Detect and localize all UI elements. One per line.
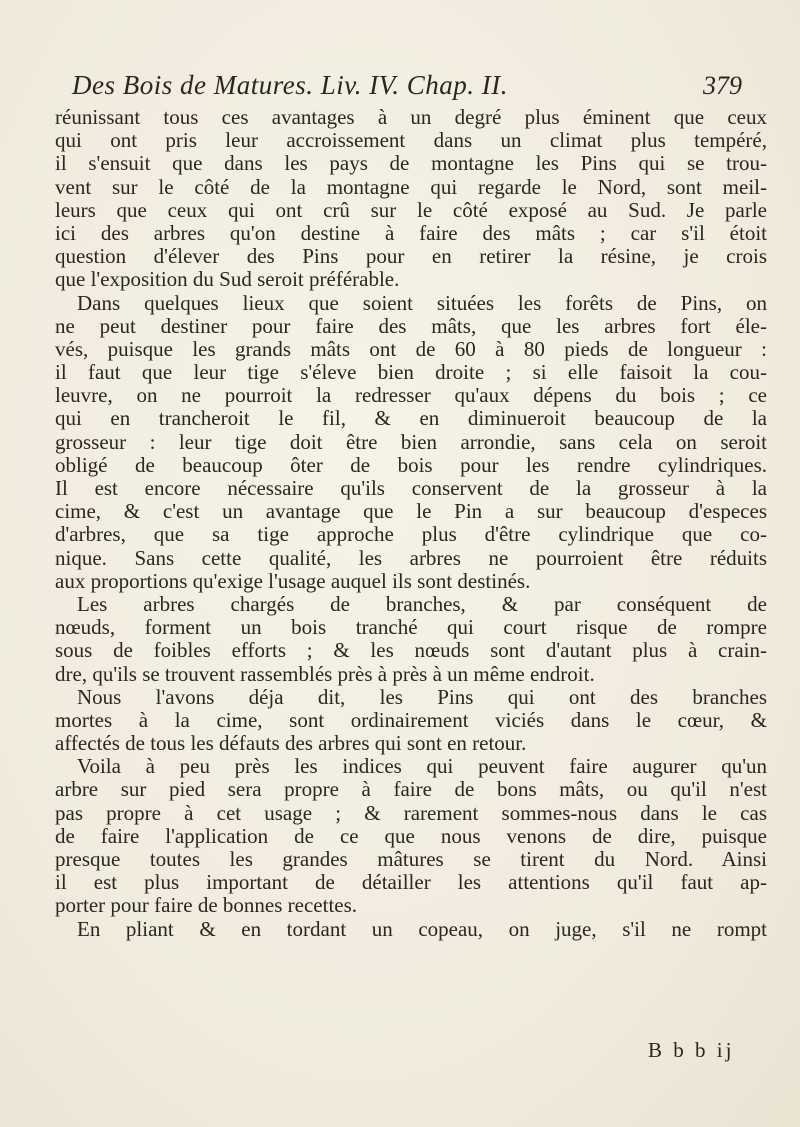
signature-mark: B b b ij: [648, 1038, 735, 1062]
text-line: Dans quelques lieux que soient situées les forêts de Pins, on: [77, 291, 767, 315]
text-line: mortes à la cime, sont ordinairement viciés dans le cœur, &: [55, 708, 767, 732]
text-line: grosseur : leur tige doit être bien arrondie, sans cela on seroit: [55, 430, 767, 454]
text-line: affectés de tous les défauts des arbres qui sont en retour.: [55, 732, 527, 756]
text-line: ici des arbres qu'on destine à faire des mâts ; car s'il étoit: [55, 221, 767, 245]
text-line: il s'ensuit que dans les pays de montagne les Pins qui se trou-: [55, 152, 767, 176]
text-line: que l'exposition du Sud seroit préférable.: [55, 268, 400, 292]
text-line: il faut que leur tige s'éleve bien droite ; si elle faisoit la cou-: [55, 361, 767, 385]
text-line: d'arbres, que sa tige approche plus d'être cylindrique que co-: [55, 523, 767, 547]
text-line: vés, puisque les grands mâts ont de 60 à 80 pieds de longueur :: [55, 337, 767, 361]
text-line: de faire l'application de ce que nous venons de dire, puisque: [55, 824, 767, 848]
text-line: leurs que ceux qui ont crû sur le côté exposé au Sud. Je parle: [55, 198, 767, 222]
body-text: [55, 106, 767, 941]
text-line: ne peut destiner pour faire des mâts, que les arbres fort éle-: [55, 314, 767, 338]
text-line: dre, qu'ils se trouvent rassemblés près à près à un même endroit.: [55, 662, 595, 686]
text-line: aux proportions qu'exige l'usage auquel ils sont destinés.: [55, 569, 531, 593]
text-line: En pliant & en tordant un copeau, on juge, s'il ne rompt: [77, 917, 767, 941]
text-line: nœuds, forment un bois tranché qui court risque de rompre: [55, 616, 767, 640]
text-line: obligé de beaucoup ôter de bois pour les rendre cylindriques.: [55, 453, 767, 477]
page-number: 379: [703, 71, 742, 100]
text-line: porter pour faire de bonnes recettes.: [55, 894, 358, 918]
running-head: Des Bois de Matures. Liv. IV. Chap. II.: [72, 70, 508, 100]
text-line: question d'élever des Pins pour en retirer la résine, je crois: [55, 245, 767, 269]
text-line: qui ont pris leur accroissement dans un climat plus tempéré,: [55, 129, 767, 153]
text-line: nique. Sans cette qualité, les arbres ne pourroient être réduits: [55, 546, 767, 570]
text-line: qui en trancheroit le fil, & en diminueroit beaucoup de la: [55, 407, 767, 431]
text-line: réunissant tous ces avantages à un degré plus éminent que ceux: [55, 106, 767, 129]
text-line: Nous l'avons déja dit, les Pins qui ont des branches: [77, 685, 767, 709]
text-line: sous de foibles efforts ; & les nœuds sont d'autant plus à crain-: [55, 639, 767, 663]
text-line: Voila à peu près les indices qui peuvent faire augurer qu'un: [77, 755, 767, 779]
text-line: leuvre, on ne pourroit la redresser qu'aux dépens du bois ; ce: [55, 384, 767, 408]
text-line: vent sur le côté de la montagne qui regarde le Nord, sont meil-: [55, 175, 767, 199]
text-line: cime, & c'est un avantage que le Pin a sur beaucoup d'especes: [55, 500, 767, 524]
text-line: arbre sur pied sera propre à faire de bons mâts, ou qu'il n'est: [55, 778, 767, 802]
text-line: presque toutes les grandes mâtures se tirent du Nord. Ainsi: [55, 848, 767, 871]
text-line: pas propre à cet usage ; & rarement sommes-nous dans le cas: [55, 801, 767, 825]
page-header: [72, 70, 742, 110]
text-line: Il est encore nécessaire qu'ils conservent de la grosseur à la: [55, 477, 767, 500]
text-line: il est plus important de détailler les attentions qu'il faut ap-: [55, 871, 767, 895]
text-line: Les arbres chargés de branches, & par conséquent de: [77, 592, 767, 616]
